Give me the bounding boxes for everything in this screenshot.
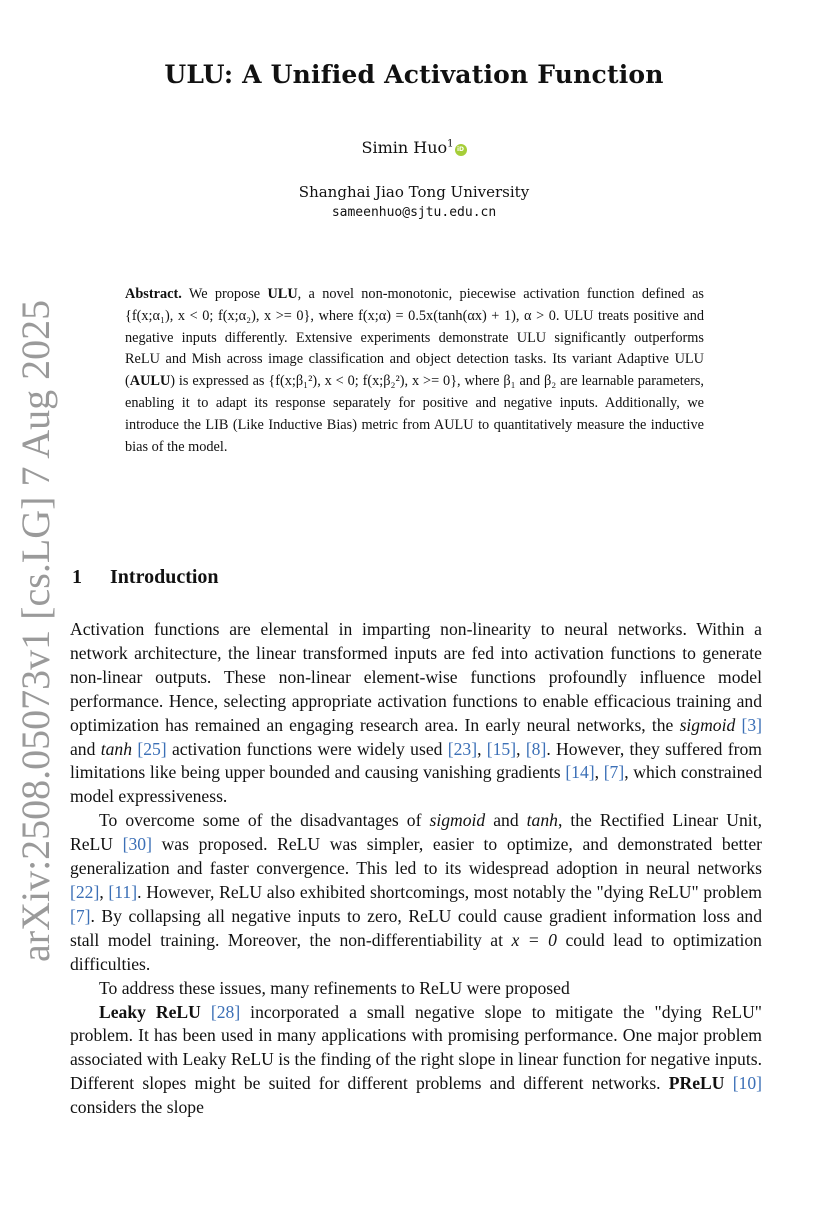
text: and <box>485 810 527 831</box>
abstract-label: Abstract. <box>125 286 182 302</box>
paragraph-4 <box>70 1001 762 1121</box>
text: , the Rectified Linear Unit, ReLU <box>70 810 762 855</box>
abstract-aulu: AULU <box>129 373 171 390</box>
term-tanh: tanh <box>100 738 133 759</box>
term-prelu: PReLU <box>668 1073 725 1094</box>
section-title: Introduction <box>110 566 219 588</box>
text: . However, ReLU also exhibited shortcomings, most notably the "dying ReLU" problem <box>137 881 762 902</box>
citation-link[interactable]: [25] <box>137 738 167 759</box>
author-line <box>0 138 828 157</box>
abstract-ulu: ULU <box>267 286 298 302</box>
citation-link[interactable]: [8] <box>525 738 547 759</box>
author-name: Simin Huo <box>361 138 448 157</box>
text: activation functions were widely used <box>166 738 448 759</box>
term-sigmoid: sigmoid <box>679 714 736 735</box>
text: considers the slope <box>70 1097 204 1118</box>
abstract <box>125 284 704 458</box>
paragraph-1: Activation functions are elemental in imparting non-linearity to neural networks. Within a network architecture, the linear transformed inputs are fed into activation functions to generate non-linear outputs. These non-linear element-wise functions profoundly influence model performance. Hence, selecting appropriate activation functions to enable efficacious training and optimization has remained an engaging research area. In early neural networks, the sigmoid [3] and tanh [25] activation functions were widely used [23], [15], [8]. However, they suffered from limitations like being upper bounded and causing vanishing gradients [14], [7], which constrained model expressiveness. <box>70 619 762 807</box>
arxiv-stamp: arXiv:2508.05073v1 [cs.LG] 7 Aug 2025 <box>13 299 58 962</box>
math-x-equals-zero: x = 0 <box>511 929 557 950</box>
citation-link[interactable]: [14] <box>565 762 595 783</box>
orcid-icon[interactable]: iD <box>455 144 467 156</box>
citation-link[interactable]: [10] <box>732 1073 762 1094</box>
text: was proposed. ReLU was simpler, easier to optimize, and demonstrated better generalization and faster convergence. This led to its widespread adoption in neural networks <box>70 834 762 879</box>
abstract-text: We propose <box>181 286 268 302</box>
term-tanh: tanh <box>526 810 558 831</box>
paper-title: ULU: A Unified Activation Function <box>164 60 664 89</box>
citation-link[interactable]: [7] <box>70 905 91 926</box>
term-sigmoid: sigmoid <box>429 810 486 831</box>
section-heading-introduction <box>72 566 219 589</box>
citation-link[interactable]: [28] <box>210 1001 241 1022</box>
author-affiliation-mark: 1 <box>447 138 454 150</box>
text: incorporated a small negative slope to mitigate the "dying ReLU" problem. It has been used in many applications with promising performance. One major problem associated with Leaky ReLU is the finding of the right slope in linear function for negative inputs. Different slopes might be suited for different problems and different networks. <box>70 1001 762 1094</box>
affiliation: Shanghai Jiao Tong University <box>298 183 530 201</box>
citation-link[interactable]: [30] <box>122 834 152 855</box>
section-number: 1 <box>72 566 82 588</box>
author-email[interactable]: sameenhuo@sjtu.edu.cn <box>331 205 497 220</box>
text: . By collapsing all negative inputs to zero, ReLU could cause gradient information loss and stall model training. Moreover, the non-differentiability at <box>70 905 762 950</box>
text: . However, they suffered from limitations like being upper bounded and causing vanishing gradients <box>70 738 762 783</box>
citation-link[interactable]: [15] <box>486 738 517 759</box>
paragraph-3: To address these issues, many refinements to ReLU were proposed <box>99 977 570 998</box>
citation-link[interactable]: [11] <box>108 881 138 902</box>
term-leaky-relu: Leaky ReLU <box>99 1001 201 1022</box>
introduction-body <box>70 618 762 1120</box>
text: , which constrained model expressiveness. <box>70 762 762 807</box>
text: and <box>70 738 101 759</box>
citation-link[interactable]: [23] <box>447 738 478 759</box>
citation-link[interactable]: [3] <box>741 714 762 735</box>
abstract-text: ) is expressed as {f(x;β₁²), x < 0; f(x;β₂²), x >= 0}, where β₁ and β₂ are learnable parameters, enabling it to adapt its response separately for positive and negative inputs. Additionally, we introduce the LIB (Like Inductive Bias) metric from AULU to quantitatively measure the inductive bias of the model. <box>125 373 704 455</box>
text: To overcome some of the disadvantages of <box>99 810 430 831</box>
citation-link[interactable]: [22] <box>70 881 100 902</box>
citation-link[interactable]: [7] <box>603 762 625 783</box>
text: Activation functions are elemental in imparting non-linearity to neural networks. Within a network architecture, the linear transformed inputs are fed into activation functions to generate non-linear outputs. These non-linear element-wise functions profoundly influence model performance. Hence, selecting appropriate activation functions to enable efficacious training and optimization has remained an engaging research area. In early neural networks, the <box>70 619 762 735</box>
paragraph-2: To overcome some of the disadvantages of sigmoid and tanh, the Rectified Linear Unit, ReLU [30] was proposed. ReLU was simpler, easier to optimize, and demonstrated better generalization and faster convergence. This led to its widespread adoption in neural networks [22], [11]. However, ReLU also exhibited shortcomings, most notably the "dying ReLU" problem [7]. By collapsing all negative inputs to zero, ReLU could cause gradient information loss and stall model training. Moreover, the non-differentiability at x = 0 could lead to optimization difficulties. <box>70 810 762 974</box>
abstract-text: , a novel non-monotonic, piecewise activation function defined as {f(x;α₁), x < 0; f(x;α₂), x >= 0}, where f(x;α) = 0.5x(tanh(αx) + 1), α > 0. ULU treats positive and negative inputs differently. Extensive experiments demonstrate ULU significantly outperforms ReLU and Mish across image classification and object detection tasks. Its variant Adaptive ULU ( <box>125 286 704 390</box>
text: could lead to optimization difficulties. <box>70 929 762 974</box>
